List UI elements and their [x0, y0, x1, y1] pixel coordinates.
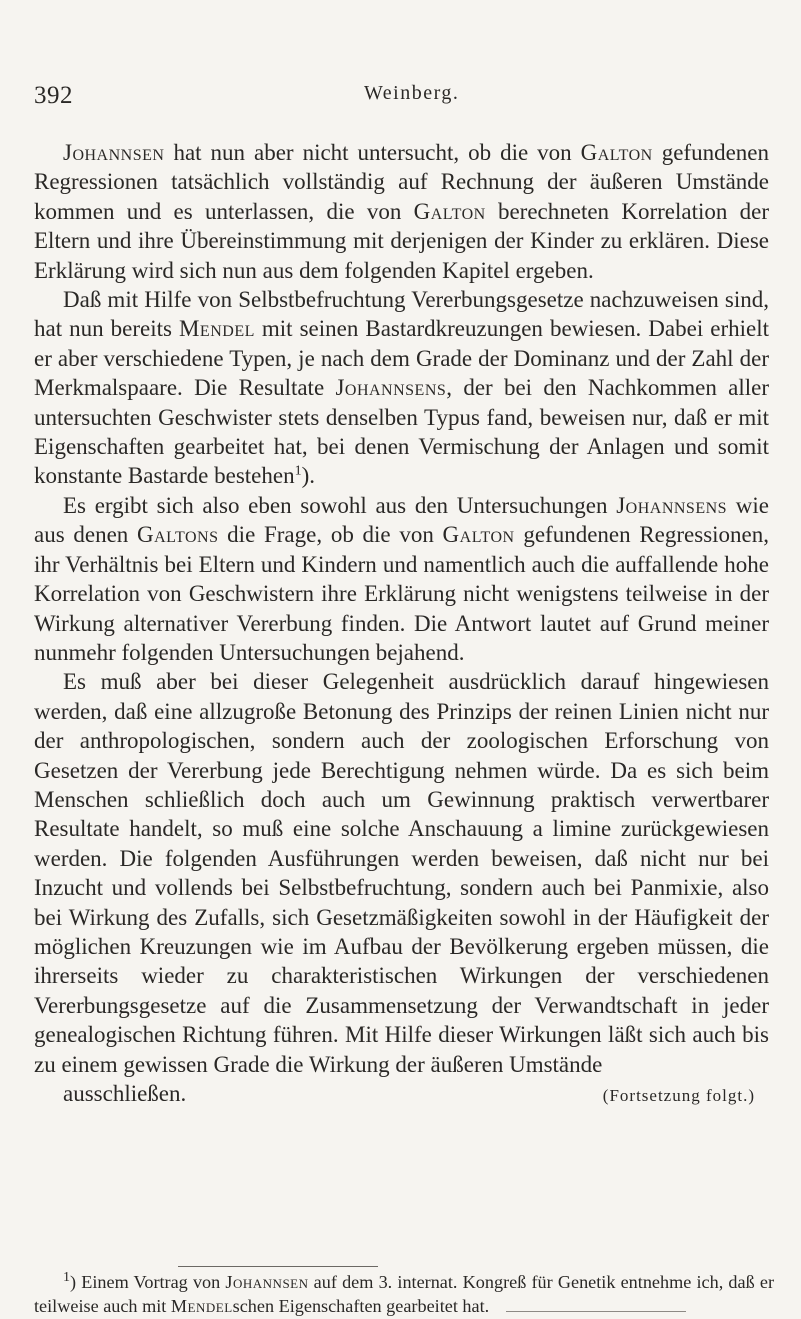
paragraph-4 [34, 667, 769, 1079]
author-name: Johannsens [335, 375, 447, 401]
text-run: mit seinen Bastardkreuzungen bewiesen. Dabei erhielt er aber verschiedene Typen, je nach dem Grade der Dominanz und der Zahl der Merkmalspaare. Die Resultate [34, 316, 769, 401]
author-name: Johannsen [225, 1272, 309, 1292]
text-run: Es ergibt sich also eben sowohl aus den Untersuchungen [63, 492, 617, 518]
text-run: ). [301, 463, 316, 489]
body-text [34, 138, 769, 1110]
text-run: schen Eigenschaften gearbeitet hat. [232, 1296, 490, 1316]
page-number: 392 [34, 82, 73, 109]
text-run: ) Einem Vortrag von [70, 1272, 226, 1292]
footnote-rule [178, 1266, 378, 1267]
continued-note: (Fortsetzung folgt.) [602, 1086, 755, 1105]
last-line-text: ausschließen. [63, 1081, 187, 1106]
text-run: gefundenen Regressionen, ihr Verhältnis bei Eltern und Kindern und namentlich auch die auffallende hohe Korrelation von Geschwistern ihre Erklärung nicht wenigstens teilweise in der Wirkung alternativer Vererbung finden. Die Antwort lautet auf Grund meiner nunmehr folgenden Untersuchungen bejahend. [34, 522, 769, 665]
paragraph-3 [34, 491, 769, 667]
author-name: Galton [413, 198, 486, 224]
author-name: Johannsens [616, 492, 728, 518]
author-name: Mendel [170, 1296, 233, 1316]
paragraph-2 [34, 285, 769, 491]
author-name: Johannsen [63, 140, 165, 165]
text-run: die Frage, ob die von [218, 522, 443, 548]
text-run: Daß mit Hilfe von Selbstbefruchtung Vererbungsgesetze nachzuweisen sind, hat nun bereits [34, 287, 769, 342]
author-name: Galtons [137, 522, 219, 548]
author-name: Mendel [178, 316, 255, 342]
bottom-rule [506, 1311, 686, 1312]
text-run: berechneten Korrelation der Eltern und ihre Übereinstimmung mit derjenigen der Kinder zu erklären. Diese Erklärung wird sich nun aus dem folgenden Kapitel ergeben. [34, 198, 769, 283]
footnote-marker: 1 [294, 463, 302, 479]
text-run: wie aus denen [34, 492, 769, 548]
running-head: Weinberg. [364, 82, 460, 104]
author-name: Galton [580, 140, 653, 165]
text-run: auf dem 3. internat. Kongreß für Genetik entnehme ich, daß er teilweise auch mit [34, 1272, 775, 1316]
text-run: hat nun aber nicht untersucht, ob die von [164, 140, 581, 165]
text-run: gefundenen Regressionen tatsächlich vollständig auf Rechnung der äußeren Umstände kommen und es unterlassen, die von [34, 140, 769, 224]
text-run: Es muß aber bei dieser Gelegenheit ausdrücklich darauf hingewiesen werden, daß eine allzugroße Betonung des Prinzips der reinen Linien nicht nur der anthropologischen, sondern auch der zoologischen Erforschung von Gesetzen der Vererbung jede Berechtigung nehmen würde. Da es sich beim Menschen schließlich doch auch um Gewinnung praktisch verwertbarer Resultate handelt, so muß eine solche Anschauung a limine zurückgewiesen werden. Die folgenden Ausführungen werden beweisen, daß nicht nur bei Inzucht und vollends bei Selbstbefruchtung, sondern auch bei Panmixie, also bei Wirkung des Zufalls, sich Gesetzmäßigkeiten sowohl in der Häufigkeit der möglichen Kreuzungen wie im Aufbau der Bevölkerung ergeben müssen, die ihrerseits wieder zu charakteristischen Wirkungen der verschiedenen Vererbungsgesetze auf die Zusammensetzung der Verwandtschaft in jeder genealogischen Richtung führen. Mit Hilfe dieser Wirkungen läßt sich auch bis zu einem gewissen Grade die Wirkung der äußeren Umstände [34, 669, 769, 1077]
paragraph-1 [34, 138, 769, 285]
author-name: Galton [442, 522, 515, 548]
paragraph-4-last-line [34, 1079, 769, 1110]
page-header [34, 82, 767, 116]
footnote-marker: 1 [63, 1269, 70, 1285]
text-run: , der bei den Nachkommen aller untersuchten Geschwister stets denselben Typus fand, beweisen nur, daß er mit Eigenschaften gearbeitet hat, bei denen Vermischung der Anlagen und somit konstante Bastarde bestehen [34, 375, 769, 489]
